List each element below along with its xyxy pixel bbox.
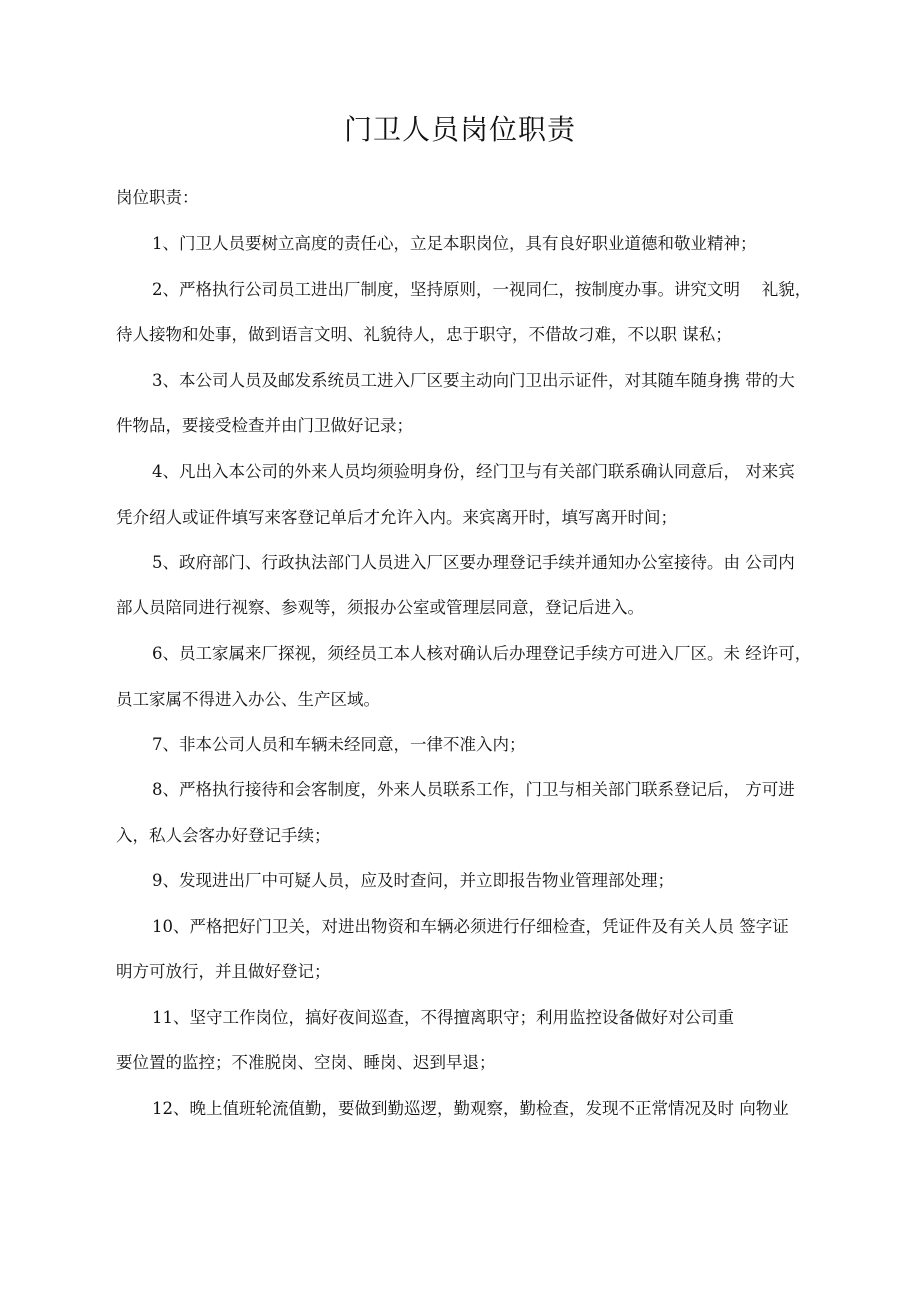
duty-item-1: 1、门卫人员要树立高度的责任心，立足本职岗位，具有良好职业道德和敬业精神； bbox=[152, 234, 757, 253]
duty-item-9: 9、发现进出厂中可疑人员，应及时查问，并立即报告物业管理部处理； bbox=[152, 871, 674, 890]
duty-item-2-line-1: 2、严格执行公司员工进出厂制度，坚持原则，一视同仁，按制度办事。讲究文明 礼貌， bbox=[152, 280, 812, 299]
duty-item-8-line-1: 8、严格执行接待和会客制度，外来人员联系工作，门卫与相关部门联系登记后， 方可进 bbox=[152, 780, 795, 799]
duty-item-6-line-1: 6、员工家属来厂探视，须经员工本人核对确认后办理登记手续方可进入厂区。未 经许可， bbox=[152, 644, 812, 663]
duty-item-5-line-2: 部人员陪同进行视察、参观等，须报办公室或管理层同意，登记后进入。 bbox=[116, 598, 644, 617]
duty-item-7: 7、非本公司人员和车辆未经同意，一律不准入内； bbox=[152, 735, 526, 754]
duty-item-10-line-2: 明方可放行，并且做好登记； bbox=[116, 962, 331, 981]
duty-item-5-line-1: 5、政府部门、行政执法部门人员进入厂区要办理登记手续并通知办公室接待。由 公司内 bbox=[152, 553, 795, 572]
duty-item-11-line-1: 11、坚守工作岗位，搞好夜间巡查，不得擅离职守；利用监控设备做好对公司重 bbox=[152, 1008, 734, 1027]
duty-item-8-line-2: 入，私人会客办好登记手续； bbox=[116, 826, 331, 845]
duty-item-6-line-2: 员工家属不得进入办公、生产区域。 bbox=[116, 690, 380, 709]
duty-item-2-line-2: 待人接物和处事，做到语言文明、礼貌待人，忠于职守，不借故刁难，不以职 谋私； bbox=[116, 325, 732, 344]
section-heading: 岗位职责： bbox=[116, 188, 199, 207]
duty-item-11-line-2: 要位置的监控；不准脱岗、空岗、睡岗、迟到早退； bbox=[116, 1053, 496, 1072]
duty-item-10-line-1: 10、严格把好门卫关，对进出物资和车辆必须进行仔细检查，凭证件及有关人员 签字证 bbox=[152, 917, 789, 936]
duty-item-3-line-1: 3、本公司人员及邮发系统员工进入厂区要主动向门卫出示证件，对其随车随身携 带的大 bbox=[152, 371, 795, 390]
duty-item-4-line-2: 凭介绍人或证件填写来客登记单后才允许入内。来宾离开时，填写离开时间； bbox=[116, 508, 677, 527]
duty-item-4-line-1: 4、凡出入本公司的外来人员均须验明身份，经门卫与有关部门联系确认同意后， 对来宾 bbox=[152, 462, 795, 481]
duty-item-3-line-2: 件物品，要接受检查并由门卫做好记录； bbox=[116, 416, 413, 435]
duty-item-12-line-1: 12、晚上值班轮流值勤，要做到勤巡逻，勤观察，勤检查，发现不正常情况及时 向物业 bbox=[152, 1099, 789, 1118]
document-title: 门卫人员岗位职责 bbox=[343, 113, 576, 146]
